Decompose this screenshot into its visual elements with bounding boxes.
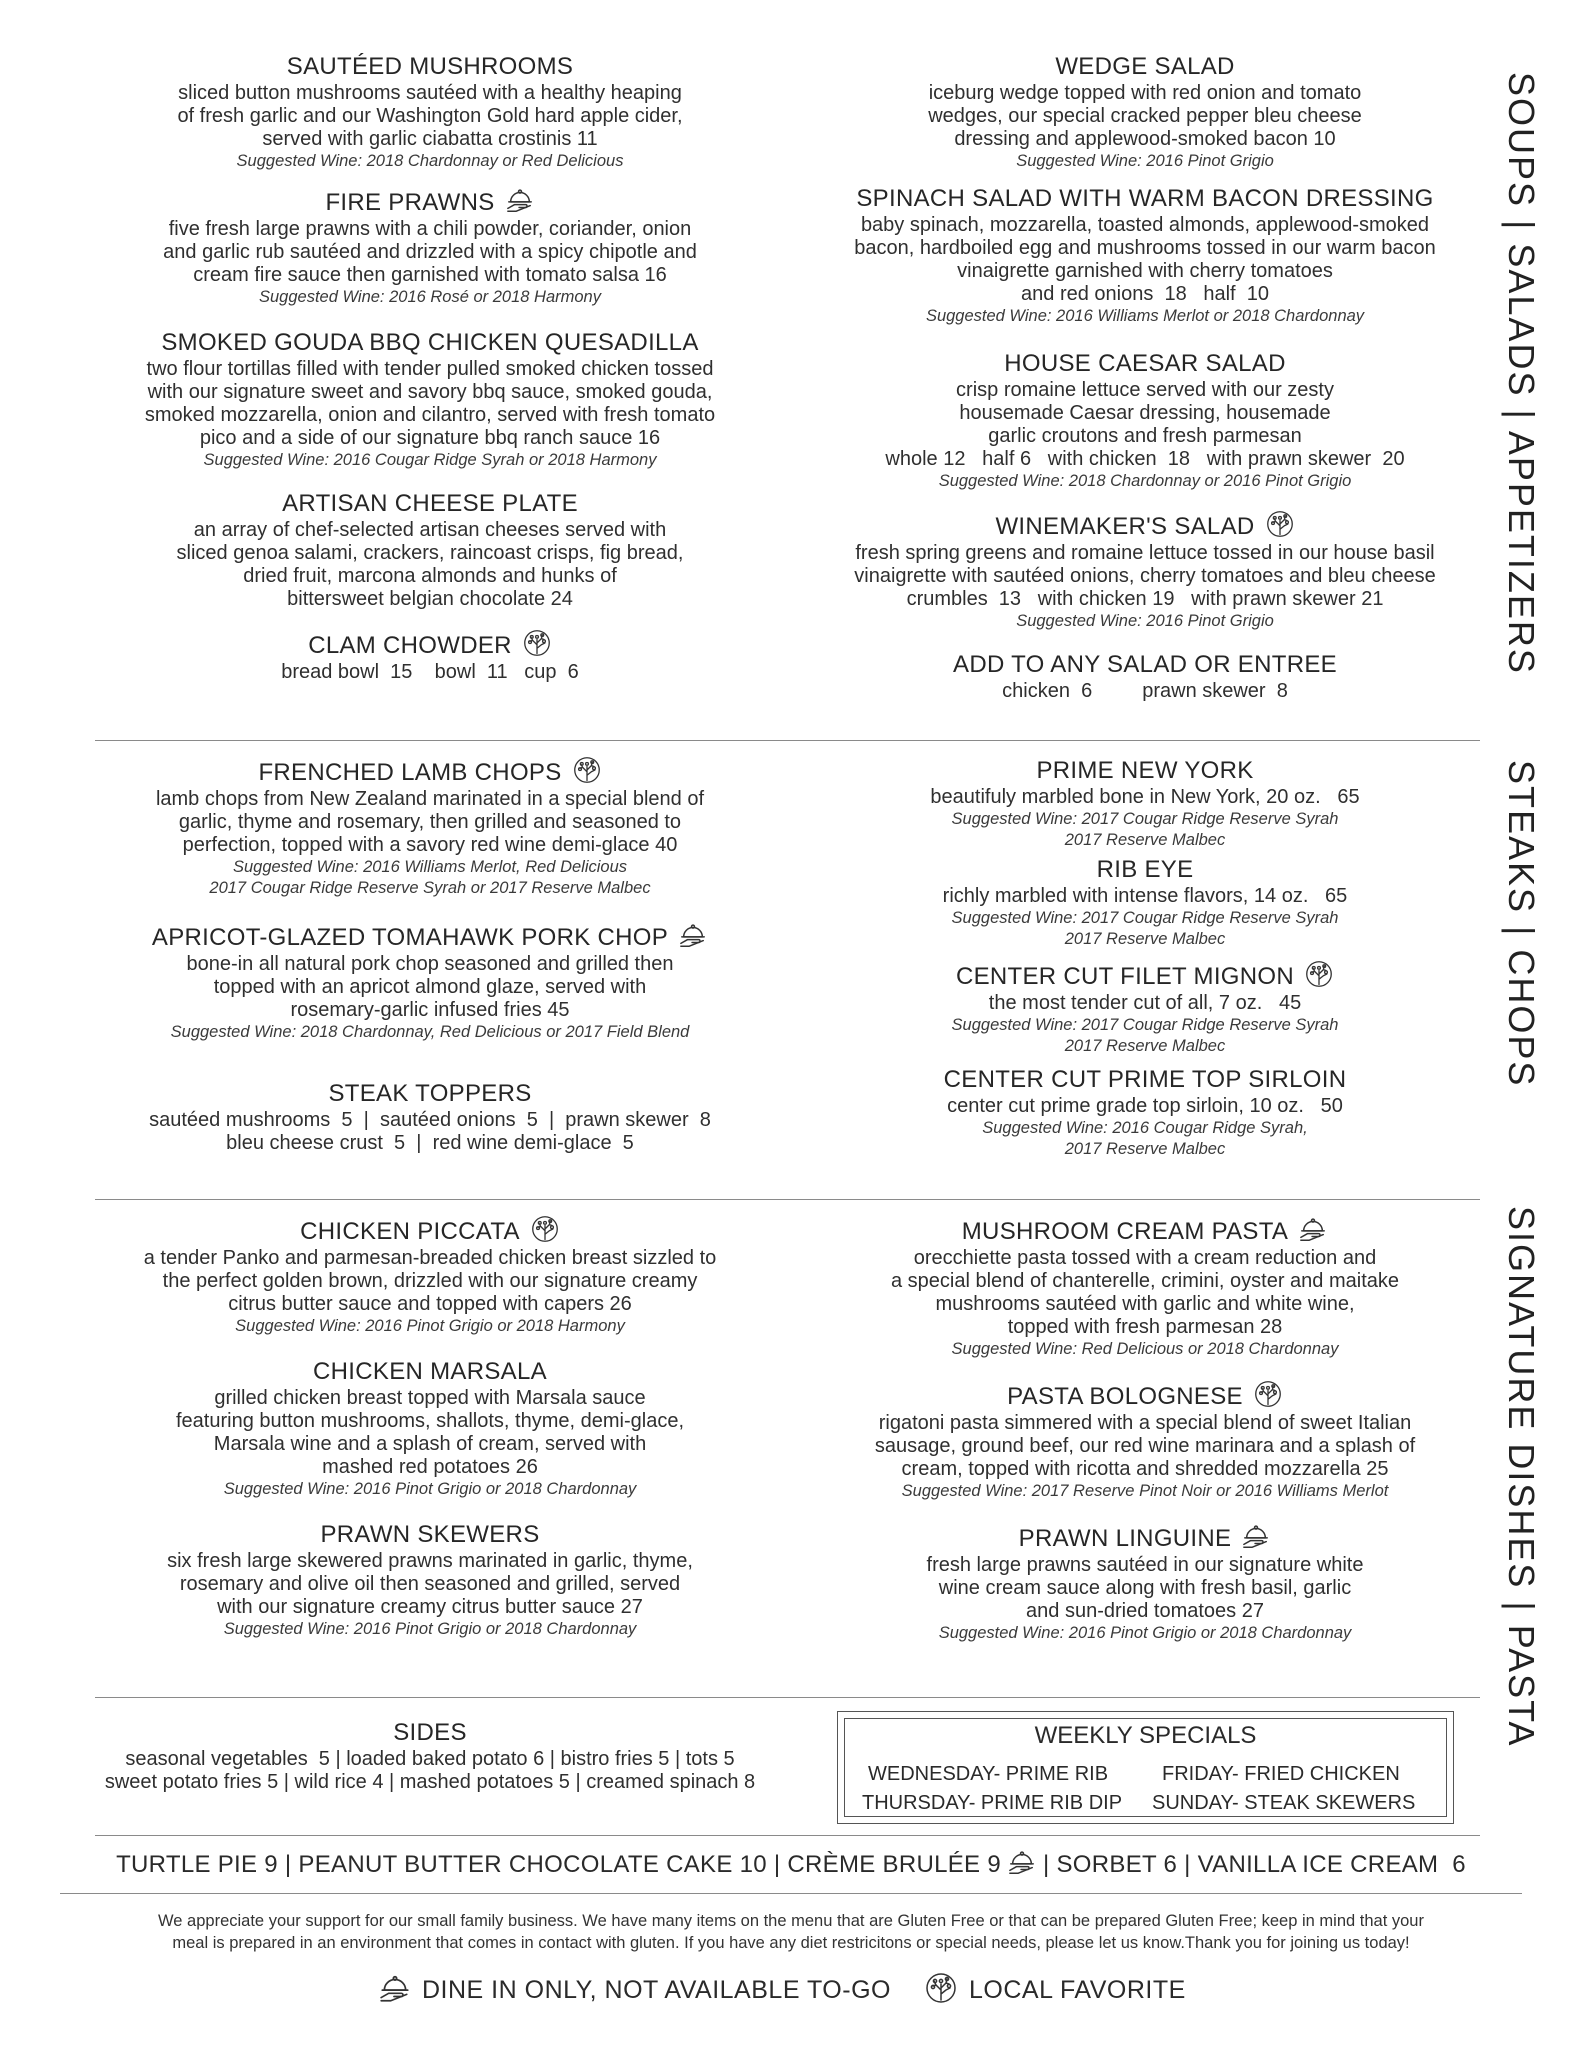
special-friday: FRIDAY- FRIED CHICKEN bbox=[1162, 1763, 1400, 1785]
item-desc: and sun-dried tomatoes 27 bbox=[1026, 1600, 1264, 1622]
dine-in-only-icon bbox=[1298, 1215, 1328, 1243]
item-desc: garlic croutons and fresh parmesan bbox=[988, 425, 1302, 447]
wine-suggestion: Suggested Wine: 2018 Chardonnay or 2016 Pinot Grigio bbox=[938, 472, 1352, 490]
item-desc: grilled chicken breast topped with Marsala sauce bbox=[214, 1387, 646, 1409]
item-desc: cream fire sauce then garnished with tomato salsa 16 bbox=[193, 264, 667, 286]
local-favorite-icon bbox=[925, 1972, 957, 2004]
special-sunday: SUNDAY- STEAK SKEWERS bbox=[1152, 1792, 1416, 1814]
wine-suggestion: Suggested Wine: 2017 Cougar Ridge Reserve Syrah bbox=[951, 909, 1339, 927]
wine-suggestion: Suggested Wine: 2016 Cougar Ridge Syrah or 2018 Harmony bbox=[203, 451, 657, 469]
item-desc: rosemary and olive oil then seasoned and grilled, served bbox=[179, 1573, 681, 1595]
item-title: ARTISAN CHEESE PLATE bbox=[282, 490, 578, 517]
item-desc: perfection, topped with a savory red wine demi-glace 40 bbox=[182, 834, 678, 856]
menu-item bbox=[60, 1215, 800, 1337]
legend-local-favorite bbox=[925, 1972, 1186, 2005]
item-title: PRAWN LINGUINE bbox=[1018, 1525, 1232, 1552]
menu-item bbox=[60, 1520, 800, 1640]
wine-suggestion: 2017 Reserve Malbec bbox=[1064, 930, 1226, 948]
wine-suggestion: 2017 Reserve Malbec bbox=[1064, 831, 1226, 849]
weekly-specials-box bbox=[837, 1711, 1454, 1824]
item-desc: lamb chops from New Zealand marinated in a special blend of bbox=[155, 788, 705, 810]
section-label-soups-salads-appetizers: SOUPS | SALADS | APPETIZERS bbox=[1501, 72, 1542, 675]
item-desc: baby spinach, mozzarella, toasted almonds, applewood-smoked bbox=[860, 214, 1430, 236]
wine-suggestion: Suggested Wine: 2016 Pinot Grigio or 2018 Chardonnay bbox=[938, 1624, 1352, 1642]
item-desc: and red onions 18 half 10 bbox=[1021, 283, 1269, 305]
local-favorite-icon bbox=[522, 629, 552, 657]
item-desc: vinaigrette with sautéed onions, cherry tomatoes and bleu cheese bbox=[854, 565, 1436, 587]
item-desc: crisp romaine lettuce served with our zesty bbox=[956, 379, 1334, 401]
item-desc: mashed red potatoes 26 bbox=[322, 1456, 538, 1478]
item-title: RIB EYE bbox=[1096, 856, 1194, 883]
item-desc: fresh spring greens and romaine lettuce tossed in our house basil bbox=[855, 542, 1435, 564]
local-favorite-icon bbox=[1265, 510, 1295, 538]
chops-column bbox=[60, 756, 800, 1155]
item-desc: a special blend of chanterelle, crimini, oyster and maitake bbox=[890, 1270, 1400, 1292]
item-desc: smoked mozzarella, onion and cilantro, served with fresh tomato bbox=[144, 404, 716, 426]
dine-in-only-icon bbox=[1241, 1522, 1271, 1550]
item-desc: dried fruit, marcona almonds and hunks of bbox=[243, 565, 617, 587]
item-desc: cream, topped with ricotta and shredded mozzarella 25 bbox=[901, 1458, 1389, 1480]
item-title: CHICKEN PICCATA bbox=[300, 1218, 520, 1245]
item-title: APRICOT-GLAZED TOMAHAWK PORK CHOP bbox=[151, 924, 669, 951]
item-desc: housemade Caesar dressing, housemade bbox=[959, 402, 1331, 424]
wine-suggestion: 2017 Reserve Malbec bbox=[1064, 1140, 1226, 1158]
wine-suggestion: Suggested Wine: 2016 Cougar Ridge Syrah, bbox=[982, 1119, 1308, 1137]
local-favorite-icon bbox=[572, 756, 602, 784]
wine-suggestion: Suggested Wine: Red Delicious or 2018 Chardonnay bbox=[951, 1340, 1339, 1358]
item-desc: the perfect golden brown, drizzled with our signature creamy bbox=[162, 1270, 698, 1292]
legend-label: DINE IN ONLY, NOT AVAILABLE TO-GO bbox=[422, 1976, 891, 2004]
pasta-column bbox=[810, 1215, 1480, 1644]
item-desc: dressing and applewood-smoked bacon 10 bbox=[954, 128, 1336, 150]
item-desc: bone-in all natural pork chop seasoned and grilled then bbox=[186, 953, 674, 975]
menu-item bbox=[60, 52, 800, 172]
desserts-text: | SORBET 6 | VANILLA ICE CREAM 6 bbox=[1042, 1851, 1466, 1878]
gluten-notice bbox=[40, 1910, 1542, 1954]
menu-item bbox=[810, 756, 1480, 851]
item-desc: topped with fresh parmesan 28 bbox=[1007, 1316, 1283, 1338]
item-title: HOUSE CAESAR SALAD bbox=[1004, 350, 1286, 377]
divider bbox=[60, 1893, 1522, 1894]
item-desc: crumbles 13 with chicken 19 with prawn skewer 21 bbox=[906, 588, 1384, 610]
item-title: SMOKED GOUDA BBQ CHICKEN QUESADILLA bbox=[161, 329, 699, 356]
notice-line: We appreciate your support for our small family business. We have many items on the menu that are Gluten Free or that can be prepared Gluten Free; keep in mind that your bbox=[158, 1912, 1424, 1930]
item-desc: Marsala wine and a splash of cream, served with bbox=[213, 1433, 647, 1455]
desserts-line bbox=[0, 1848, 1582, 1879]
wine-suggestion: Suggested Wine: 2016 Rosé or 2018 Harmony bbox=[259, 288, 601, 306]
item-desc: served with garlic ciabatta crostinis 11 bbox=[262, 128, 598, 150]
signature-column bbox=[60, 1215, 800, 1640]
item-title: WINEMAKER'S SALAD bbox=[995, 513, 1255, 540]
item-desc: featuring button mushrooms, shallots, thyme, demi-glace, bbox=[175, 1410, 685, 1432]
menu-item bbox=[60, 489, 800, 611]
steaks-column bbox=[810, 756, 1480, 1160]
legend-dine-in bbox=[378, 1972, 891, 2005]
item-desc: fresh large prawns sautéed in our signature white bbox=[926, 1554, 1364, 1576]
item-title: ADD TO ANY SALAD OR ENTREE bbox=[953, 651, 1337, 678]
item-desc: vinaigrette garnished with cherry tomatoes bbox=[957, 260, 1333, 282]
item-title: CENTER CUT PRIME TOP SIRLOIN bbox=[943, 1066, 1347, 1093]
item-desc: sliced button mushrooms sautéed with a healthy heaping bbox=[178, 82, 682, 104]
menu-item bbox=[60, 756, 800, 899]
item-desc: sliced genoa salami, crackers, raincoast crisps, fig bread, bbox=[176, 542, 684, 564]
wine-suggestion: Suggested Wine: 2017 Reserve Pinot Noir or 2016 Williams Merlot bbox=[901, 1482, 1389, 1500]
divider bbox=[95, 1835, 1480, 1836]
item-desc: and garlic rub sautéed and drizzled with a spicy chipotle and bbox=[163, 241, 697, 263]
item-desc: mushrooms sautéed with garlic and white wine, bbox=[935, 1293, 1355, 1315]
wine-suggestion: Suggested Wine: 2016 Pinot Grigio bbox=[1016, 612, 1274, 630]
item-title: CLAM CHOWDER bbox=[308, 632, 512, 659]
item-desc: rigatoni pasta simmered with a special blend of sweet Italian bbox=[878, 1412, 1412, 1434]
item-desc: orecchiette pasta tossed with a cream reduction and bbox=[913, 1247, 1377, 1269]
wine-suggestion: Suggested Wine: 2017 Cougar Ridge Reserve Syrah bbox=[951, 1016, 1339, 1034]
menu-item bbox=[60, 1357, 800, 1500]
item-desc: bread bowl 15 bowl 11 cup 6 bbox=[281, 661, 579, 683]
item-desc: an array of chef-selected artisan cheeses served with bbox=[193, 519, 667, 541]
section-label-signature-pasta: SIGNATURE DISHES | PASTA bbox=[1501, 1206, 1542, 1748]
appetizers-column bbox=[60, 52, 800, 684]
menu-item bbox=[810, 650, 1480, 703]
item-desc: iceburg wedge topped with red onion and tomato bbox=[928, 82, 1362, 104]
item-desc: whole 12 half 6 with chicken 18 with prawn skewer 20 bbox=[885, 448, 1405, 470]
sides-section bbox=[40, 1718, 820, 1794]
wine-suggestion: Suggested Wine: 2018 Chardonnay or Red Delicious bbox=[236, 152, 624, 170]
item-title: SPINACH SALAD WITH WARM BACON DRESSING bbox=[856, 185, 1434, 212]
wine-suggestion: Suggested Wine: 2017 Cougar Ridge Reserve Syrah bbox=[951, 810, 1339, 828]
menu-item bbox=[60, 186, 800, 308]
item-title: CENTER CUT FILET MIGNON bbox=[955, 963, 1295, 990]
wine-suggestion: 2017 Reserve Malbec bbox=[1064, 1037, 1226, 1055]
menu-item bbox=[60, 921, 800, 1043]
wine-suggestion: Suggested Wine: 2016 Pinot Grigio bbox=[1016, 152, 1274, 170]
wine-suggestion: 2017 Cougar Ridge Reserve Syrah or 2017 Reserve Malbec bbox=[209, 879, 651, 897]
item-desc: citrus butter sauce and topped with capers 26 bbox=[228, 1293, 632, 1315]
divider bbox=[95, 740, 1480, 741]
item-title: FRENCHED LAMB CHOPS bbox=[258, 759, 562, 786]
item-desc: two flour tortillas filled with tender pulled smoked chicken tossed bbox=[146, 358, 714, 380]
sides-line: sweet potato fries 5 | wild rice 4 | mashed potatoes 5 | creamed spinach 8 bbox=[104, 1771, 756, 1793]
menu-item bbox=[810, 349, 1480, 492]
wine-suggestion: Suggested Wine: 2016 Williams Merlot or 2018 Chardonnay bbox=[925, 307, 1365, 325]
weekly-specials-title: WEEKLY SPECIALS bbox=[1034, 1722, 1257, 1749]
dine-in-only-icon bbox=[505, 186, 535, 214]
menu-item bbox=[810, 184, 1480, 327]
sides-title: SIDES bbox=[393, 1719, 467, 1746]
section-label-steaks-chops: STEAKS | CHOPS bbox=[1501, 760, 1542, 1088]
item-title: STEAK TOPPERS bbox=[328, 1080, 532, 1107]
dine-in-only-icon bbox=[1007, 1848, 1037, 1876]
wine-suggestion: Suggested Wine: 2016 Williams Merlot, Red Delicious bbox=[232, 858, 628, 876]
menu-item bbox=[810, 1215, 1480, 1360]
item-title: SAUTÉED MUSHROOMS bbox=[286, 53, 574, 80]
item-desc: bacon, hardboiled egg and mushrooms tossed in our warm bacon bbox=[854, 237, 1436, 259]
wine-suggestion: Suggested Wine: 2016 Pinot Grigio or 2018 Chardonnay bbox=[223, 1620, 637, 1638]
salads-column bbox=[810, 52, 1480, 703]
legend-label: LOCAL FAVORITE bbox=[969, 1976, 1186, 2004]
item-desc: rosemary-garlic infused fries 45 bbox=[290, 999, 570, 1021]
item-desc: garlic, thyme and rosemary, then grilled and seasoned to bbox=[178, 811, 682, 833]
item-desc: topped with an apricot almond glaze, served with bbox=[213, 976, 647, 998]
menu-item bbox=[60, 1079, 800, 1155]
item-title: PRIME NEW YORK bbox=[1036, 757, 1254, 784]
item-desc: the most tender cut of all, 7 oz. 45 bbox=[988, 992, 1302, 1014]
menu-item bbox=[810, 1380, 1480, 1502]
item-desc: wedges, our special cracked pepper bleu cheese bbox=[928, 105, 1362, 127]
item-desc: pico and a side of our signature bbq ranch sauce 16 bbox=[199, 427, 661, 449]
item-title: CHICKEN MARSALA bbox=[313, 1358, 547, 1385]
item-desc: with our signature sweet and savory bbq sauce, smoked gouda, bbox=[147, 381, 713, 403]
item-desc: sautéed mushrooms 5 | sautéed onions 5 | prawn skewer 8 bbox=[149, 1109, 711, 1131]
item-title: PRAWN SKEWERS bbox=[320, 1521, 540, 1548]
wine-suggestion: Suggested Wine: 2016 Pinot Grigio or 2018 Chardonnay bbox=[223, 1480, 637, 1498]
item-desc: wine cream sauce along with fresh basil, garlic bbox=[938, 1577, 1352, 1599]
item-title: MUSHROOM CREAM PASTA bbox=[961, 1218, 1289, 1245]
menu-item bbox=[810, 510, 1480, 632]
sides-line: seasonal vegetables 5 | loaded baked potato 6 | bistro fries 5 | tots 5 bbox=[125, 1748, 735, 1770]
notice-line: meal is prepared in an environment that comes in contact with gluten. If you have any diet restricitons or special needs, please let us know.Thank you for joining us today! bbox=[172, 1934, 1410, 1952]
item-desc: of fresh garlic and our Washington Gold hard apple cider, bbox=[177, 105, 683, 127]
divider bbox=[95, 1199, 1480, 1200]
item-title: FIRE PRAWNS bbox=[325, 189, 495, 216]
item-desc: sausage, ground beef, our red wine marinara and a splash of bbox=[874, 1435, 1416, 1457]
local-favorite-icon bbox=[1253, 1380, 1283, 1408]
item-desc: a tender Panko and parmesan-breaded chicken breast sizzled to bbox=[143, 1247, 717, 1269]
item-desc: center cut prime grade top sirloin, 10 oz. 50 bbox=[947, 1095, 1343, 1117]
local-favorite-icon bbox=[530, 1215, 560, 1243]
item-desc: richly marbled with intense flavors, 14 oz. 65 bbox=[942, 885, 1348, 907]
menu-item bbox=[810, 1065, 1480, 1160]
item-desc: bittersweet belgian chocolate 24 bbox=[287, 588, 573, 610]
item-desc: with our signature creamy citrus butter sauce 27 bbox=[217, 1596, 643, 1618]
menu-item bbox=[60, 328, 800, 471]
menu-item bbox=[810, 52, 1480, 172]
menu-item bbox=[810, 960, 1480, 1057]
item-desc: chicken 6 prawn skewer 8 bbox=[1002, 680, 1288, 702]
item-title: PASTA BOLOGNESE bbox=[1007, 1383, 1243, 1410]
wine-suggestion: Suggested Wine: 2018 Chardonnay, Red Delicious or 2017 Field Blend bbox=[170, 1023, 690, 1041]
divider bbox=[95, 1697, 1480, 1698]
menu-item bbox=[810, 855, 1480, 950]
dine-in-only-icon bbox=[678, 921, 708, 949]
wine-suggestion: Suggested Wine: 2016 Pinot Grigio or 2018 Harmony bbox=[235, 1317, 625, 1335]
local-favorite-icon bbox=[1304, 960, 1334, 988]
item-desc: six fresh large skewered prawns marinated in garlic, thyme, bbox=[167, 1550, 693, 1572]
desserts-text: TURTLE PIE 9 | PEANUT BUTTER CHOCOLATE CAKE 10 | CRÈME BRULÉE 9 bbox=[116, 1851, 1001, 1878]
menu-item bbox=[60, 629, 800, 684]
item-desc: bleu cheese crust 5 | red wine demi-glace 5 bbox=[226, 1132, 634, 1154]
dine-in-only-icon bbox=[378, 1972, 412, 2004]
item-desc: beautifuly marbled bone in New York, 20 oz. 65 bbox=[930, 786, 1360, 808]
item-desc: five fresh large prawns with a chili powder, coriander, onion bbox=[168, 218, 692, 240]
special-wednesday: WEDNESDAY- PRIME RIB bbox=[868, 1763, 1109, 1785]
special-thursday: THURSDAY- PRIME RIB DIP bbox=[862, 1792, 1123, 1814]
menu-item bbox=[810, 1522, 1480, 1644]
item-title: WEDGE SALAD bbox=[1055, 53, 1235, 80]
